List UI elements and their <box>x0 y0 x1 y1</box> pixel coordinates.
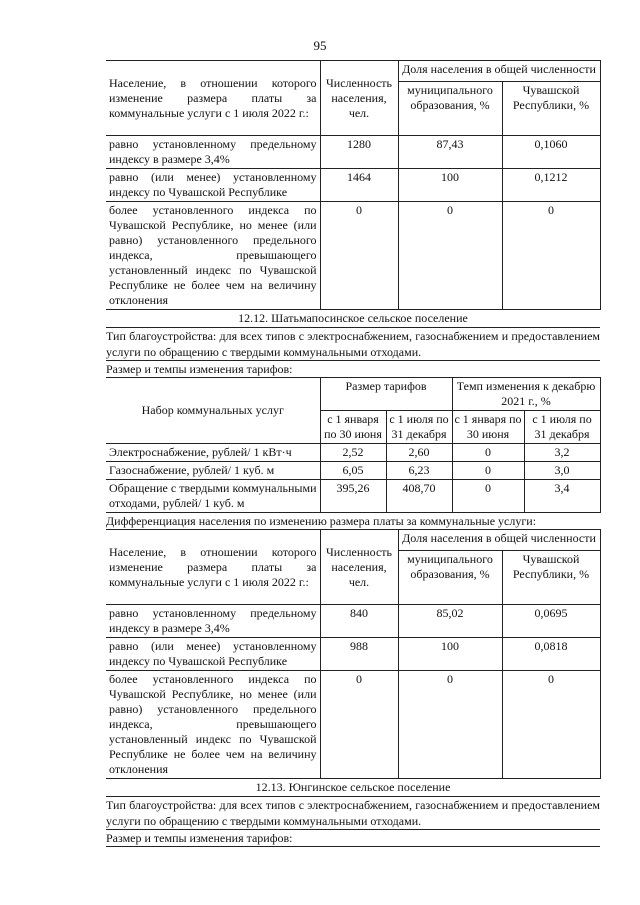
share-group-header: Доля населения в общей численности <box>398 530 600 551</box>
period-4-header: с 1 июля по 31 декабря <box>524 411 600 444</box>
period-1-header: с 1 января по 30 июня <box>320 411 386 444</box>
table-row <box>106 444 600 462</box>
table-row <box>106 480 600 513</box>
section-title: 12.13. Юнгинское сельское поселение <box>106 779 600 797</box>
share-chuv-header: Чувашской Республики, % <box>502 82 600 136</box>
row-chuv: 0 <box>502 671 600 779</box>
tariff-value: 6,23 <box>386 462 452 480</box>
rate-value: 3,0 <box>524 462 600 480</box>
row-count: 840 <box>320 605 398 638</box>
rate-value: 0 <box>452 480 524 513</box>
improvement-type-text: Тип благоустройства: для всех типов с электроснабжением, газоснабжением и предоставлением услуги по обращению с твердыми коммунальными отходами. <box>106 798 600 828</box>
row-chuv: 0,1060 <box>502 136 600 169</box>
tariff-value: 2,60 <box>386 444 452 462</box>
period-2-header: с 1 июля по 31 декабря <box>386 411 452 444</box>
table-row <box>106 169 600 202</box>
tariff-value: 2,52 <box>320 444 386 462</box>
row-count: 1280 <box>320 136 398 169</box>
count-col-header: Численность населения, чел. <box>320 61 398 136</box>
share-mun-header: муниципального образования, % <box>398 551 502 605</box>
row-label: равно (или менее) установленному индексу по Чувашской Республике <box>106 638 320 671</box>
row-mun: 100 <box>398 638 502 671</box>
period-3-header: с 1 января по 30 июня <box>452 411 524 444</box>
row-mun: 0 <box>398 671 502 779</box>
tariff-intro: Размер и темпы изменения тарифов: <box>106 362 293 376</box>
share-mun-header: муниципального образования, % <box>398 82 502 136</box>
table-row <box>106 136 600 169</box>
row-chuv: 0,1212 <box>502 169 600 202</box>
table-row <box>106 462 600 480</box>
row-label: равно установленному предельному индексу в размере 3,4% <box>106 605 320 638</box>
section-title: 12.12. Шатьмапосинское сельское поселение <box>106 310 600 328</box>
share-group-header: Доля населения в общей численности <box>398 61 600 82</box>
population-table-1 <box>106 60 601 328</box>
service-name: Газоснабжение, рублей/ 1 куб. м <box>106 462 320 480</box>
rate-value: 0 <box>452 462 524 480</box>
row-chuv: 0 <box>502 202 600 310</box>
table-row <box>106 638 600 671</box>
row-label: более установленного индекса по Чувашской Республике, но менее (или равно) установленного предельного индекса, превышающего установленный индекс по Чувашской Республике не более чем на величину отклонения <box>106 671 320 779</box>
row-chuv: 0,0818 <box>502 638 600 671</box>
rate-value: 3,4 <box>524 480 600 513</box>
service-name: Обращение с твердыми коммунальными отходами, рублей/ 1 куб. м <box>106 480 320 513</box>
document-content <box>106 60 600 847</box>
service-name: Электроснабжение, рублей/ 1 кВт·ч <box>106 444 320 462</box>
services-col-header: Набор коммунальных услуг <box>106 378 320 444</box>
row-mun: 100 <box>398 169 502 202</box>
tariff-intro: Размер и темпы изменения тарифов: <box>106 830 600 847</box>
row-chuv: 0,0695 <box>502 605 600 638</box>
population-col-header: Население, в отношении которого изменение размера платы за коммунальные услуги с 1 июля 2022 г.: <box>106 61 320 136</box>
row-mun: 0 <box>398 202 502 310</box>
table-row <box>106 202 600 310</box>
tariff-value: 395,26 <box>320 480 386 513</box>
table-row <box>106 671 600 779</box>
population-col-header: Население, в отношении которого изменение размера платы за коммунальные услуги с 1 июля 2022 г.: <box>106 530 320 605</box>
row-count: 1464 <box>320 169 398 202</box>
rate-group-header: Темп изменения к декабрю 2021 г., % <box>452 378 600 411</box>
rate-value: 3,2 <box>524 444 600 462</box>
tariff-table <box>106 377 601 513</box>
tariff-value: 6,05 <box>320 462 386 480</box>
table-row <box>106 605 600 638</box>
row-mun: 85,02 <box>398 605 502 638</box>
population-table-2 <box>106 529 601 797</box>
row-label: более установленного индекса по Чувашской Республике, но менее (или равно) установленного предельного индекса, превышающего установленный индекс по Чувашской Республике не более чем на величину отклонения <box>106 202 320 310</box>
row-count: 0 <box>320 671 398 779</box>
rate-value: 0 <box>452 444 524 462</box>
row-mun: 87,43 <box>398 136 502 169</box>
row-label: равно (или менее) установленному индексу по Чувашской Республике <box>106 169 320 202</box>
share-chuv-header: Чувашской Республики, % <box>502 551 600 605</box>
size-group-header: Размер тарифов <box>320 378 452 411</box>
tariff-value: 408,70 <box>386 480 452 513</box>
page-number: 95 <box>313 38 327 53</box>
improvement-type-text: Тип благоустройства: для всех типов с электроснабжением, газоснабжением и предоставлением услуги по обращению с твердыми коммунальными отходами. <box>106 329 600 359</box>
row-count: 988 <box>320 638 398 671</box>
count-col-header: Численность населения, чел. <box>320 530 398 605</box>
row-count: 0 <box>320 202 398 310</box>
row-label: равно установленному предельному индексу в размере 3,4% <box>106 136 320 169</box>
differentiation-title: Дифференциация населения по изменению размера платы за коммунальные услуги: <box>106 514 537 528</box>
